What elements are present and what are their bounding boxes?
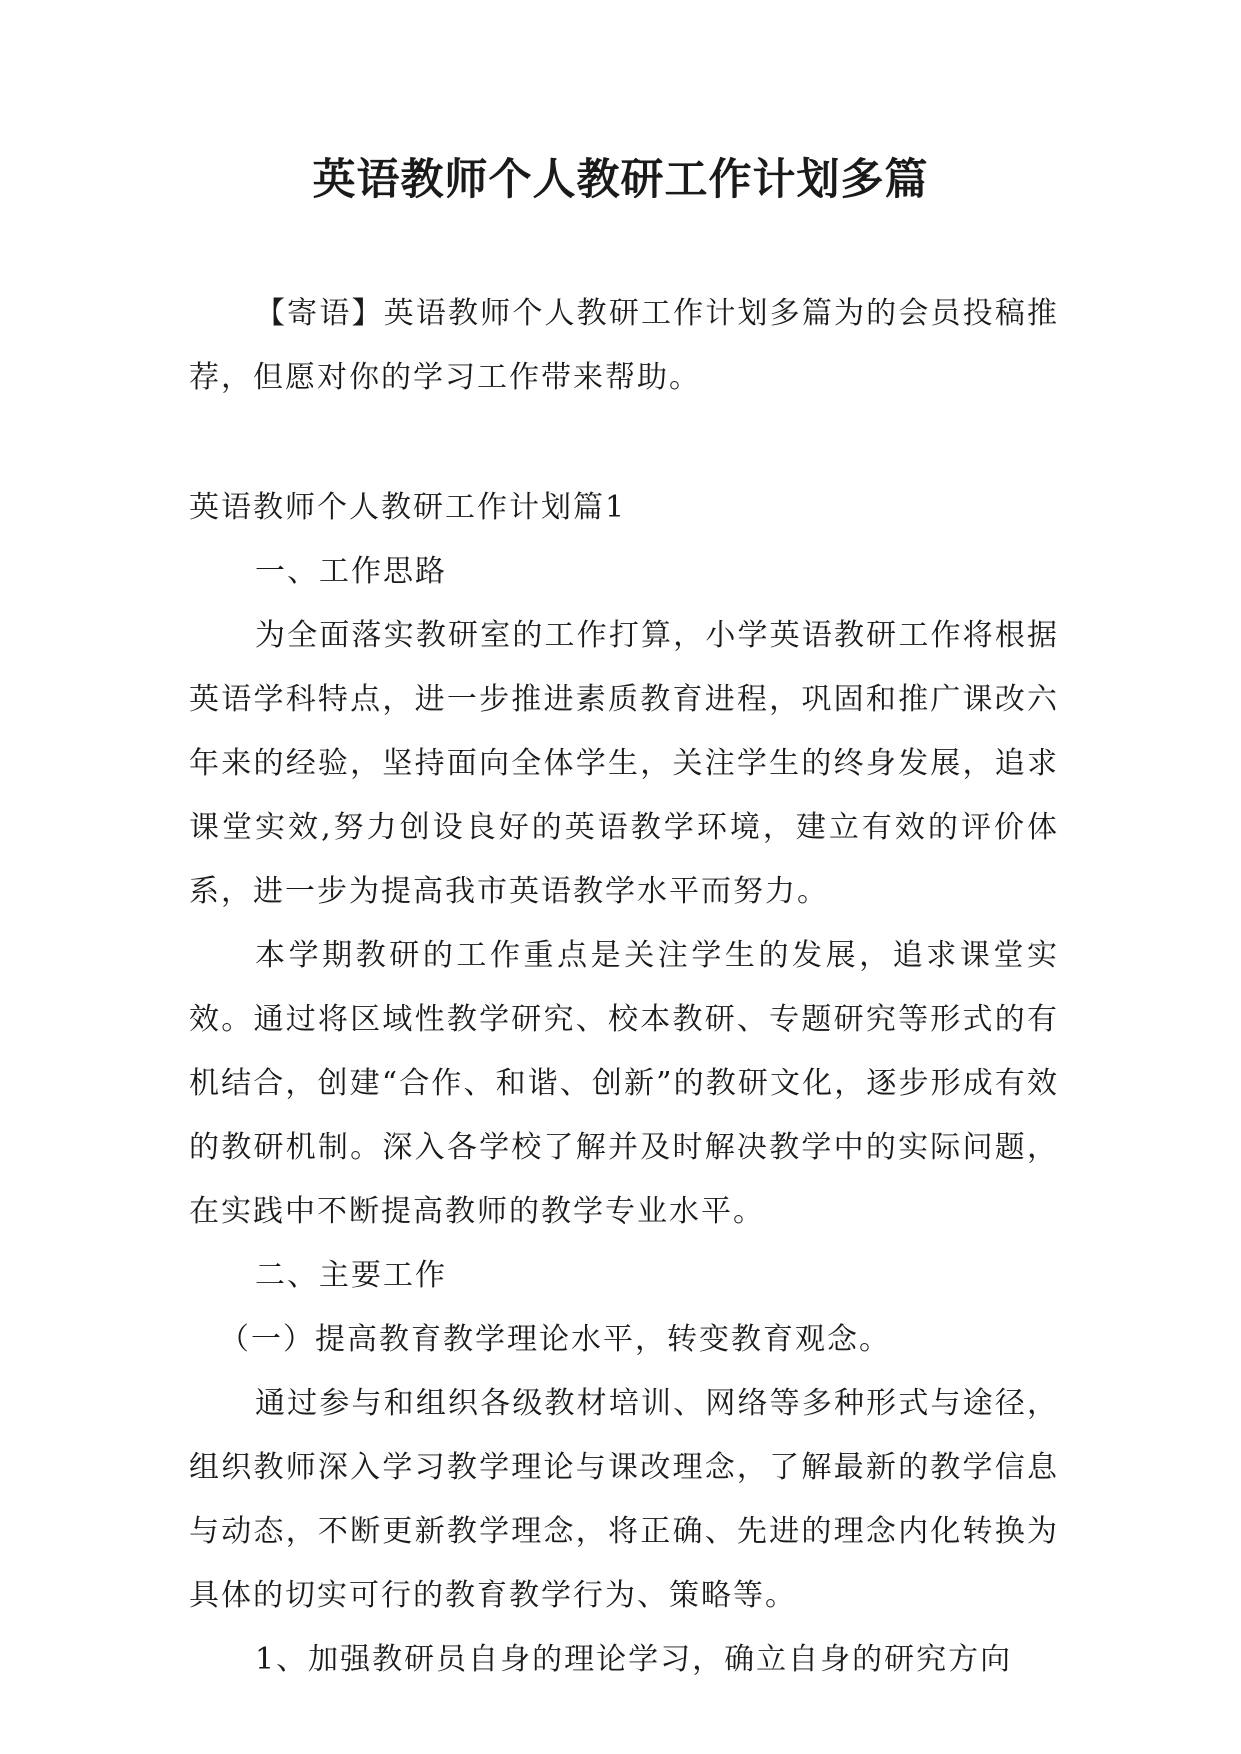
intro-paragraph: 【寄语】英语教师个人教研工作计划多篇为的会员投稿推荐，但愿对你的学习工作带来帮助。	[189, 296, 1059, 395]
paragraph-focus: 本学期教研的工作重点是关注学生的发展，追求课堂实效。通过将区域性教学研究、校本教研、专题研究等形式的有机结合，创建“合作、和谐、创新”的教研文化，逐步形成有效的教研机制。深入各学校了解并及时解决教学中的实际问题，在实践中不断提高教师的教学专业水平。	[189, 938, 1059, 1229]
paragraph-training: 通过参与和组织各级教材培训、网络等多种形式与途径，组织教师深入学习教学理论与课改理念，了解最新的教学信息与动态，不断更新教学理念，将正确、先进的理念内化转换为具体的切实可行的教育教学行为、策略等。	[189, 1386, 1059, 1613]
document-title: 英语教师个人教研工作计划多篇	[312, 155, 929, 205]
list-item-1: 1、加强教研员自身的理论学习，确立自身的研究方向	[255, 1642, 1013, 1677]
document-body	[189, 282, 1059, 1692]
section-heading: 英语教师个人教研工作计划篇1	[189, 490, 627, 525]
subheading-theory: （一）提高教育教学理论水平，转变教育观念。	[219, 1322, 891, 1357]
heading-work-ideas: 一、工作思路	[255, 554, 447, 589]
paragraph-work-ideas: 为全面落实教研室的工作打算，小学英语教研工作将根据英语学科特点，进一步推进素质教育进程，巩固和推广课改六年来的经验，坚持面向全体学生，关注学生的终身发展，追求课堂实效,努力创设良好的英语教学环境，建立有效的评价体系，进一步为提高我市英语教学水平而努力。	[189, 618, 1059, 909]
heading-main-work: 二、主要工作	[255, 1258, 447, 1293]
